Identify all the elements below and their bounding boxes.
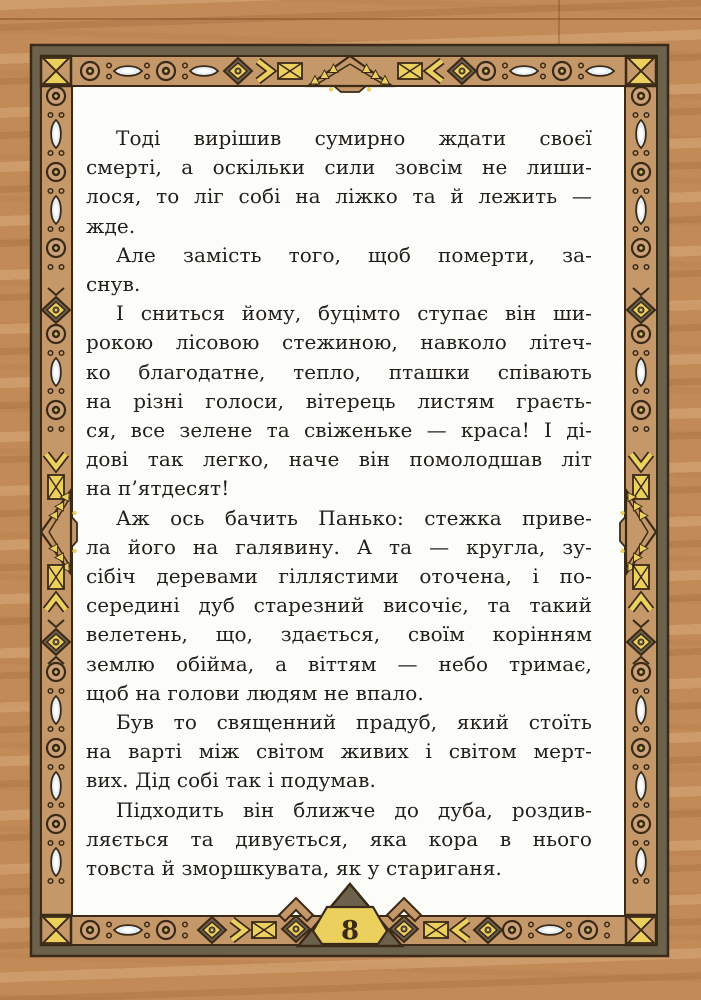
circle-motif [81, 921, 99, 939]
text-line: сібіч деревами гіллястими оточена, і по- [86, 564, 592, 589]
paragraph [86, 796, 592, 884]
circle-motif [632, 401, 650, 419]
page-text [86, 124, 592, 883]
text-line: жде. [86, 213, 136, 238]
text-line: землю обійма, а віттям — небо тримає, [86, 651, 592, 676]
circle-motif [632, 325, 650, 343]
circle-motif [47, 87, 65, 105]
text-line: снув. [86, 272, 141, 297]
paragraph [86, 124, 592, 241]
env-motif [48, 475, 64, 499]
text-line: на різні голоси, вітерець листям граєть- [86, 388, 592, 413]
circle-motif [157, 921, 175, 939]
lens-motif [536, 925, 564, 935]
lens-motif [51, 358, 61, 386]
lens-motif [510, 66, 538, 76]
circle-motif [47, 739, 65, 757]
cornerx-motif [626, 56, 656, 86]
text-line: щоб на голови людям не впало. [86, 680, 424, 705]
lens-motif [586, 66, 614, 76]
text-line: ся, все зелене та свіженьке — краса! І ді- [86, 418, 592, 443]
circle-motif [632, 163, 650, 181]
circle-motif [632, 87, 650, 105]
text-line: середині дуб старезний височіє, та такий [86, 593, 592, 618]
page-number: 8 [340, 916, 360, 946]
paragraph [86, 299, 592, 503]
paragraph [86, 504, 592, 708]
lens-motif [636, 696, 646, 724]
circle-motif [81, 62, 99, 80]
cornerx-motif [41, 915, 71, 945]
text-line: ла його на галявину. А та — кругла, зу- [86, 534, 592, 559]
text-line: велетень, що, здається, своїм корінням [86, 622, 592, 647]
text-line: рокою лісовою стежиною, навколо літеч- [86, 330, 592, 355]
circle-motif [47, 239, 65, 257]
text-line: товста й зморшкувата, як у стариганя. [86, 856, 502, 881]
env-motif [398, 63, 422, 79]
lens-motif [636, 358, 646, 386]
circle-motif [47, 163, 65, 181]
env-motif [633, 565, 649, 589]
text-line: на варті між світом живих і світом мерт- [86, 739, 592, 764]
env-motif [252, 922, 276, 938]
circle-motif [503, 921, 521, 939]
text-line: ляється та дивується, яка кора в нього [86, 826, 592, 851]
text-line: Тоді вирішив сумирно ждати своєї [116, 126, 592, 150]
text-line: Аж ось бачить Панько: стежка приве- [116, 505, 592, 530]
text-line: смерті, а оскільки сили зовсім не лиши- [86, 155, 592, 180]
lens-motif [51, 696, 61, 724]
cornerx-motif [626, 915, 656, 945]
text-line: ко благодатне, тепло, пташки співають [86, 359, 592, 384]
env-motif [278, 63, 302, 79]
circle-motif [47, 815, 65, 833]
lens-motif [190, 66, 218, 76]
circle-motif [632, 739, 650, 757]
cornerx-motif [41, 56, 71, 86]
circle-motif [632, 239, 650, 257]
lens-motif [636, 120, 646, 148]
paragraph [86, 241, 592, 299]
lens-motif [51, 848, 61, 876]
env-motif [633, 475, 649, 499]
text-line: Був то священний прадуб, який стоїть [116, 710, 592, 735]
circle-motif [553, 62, 571, 80]
text-line: Підходить він ближче до дуба, роздив- [116, 797, 592, 822]
circle-motif [47, 663, 65, 681]
text-line: лося, то ліг собі на ліжко та й лежить — [86, 184, 592, 209]
lens-motif [636, 196, 646, 224]
lens-motif [51, 120, 61, 148]
text-line: вих. Дід собі так і подумав. [86, 768, 376, 793]
lens-motif [636, 848, 646, 876]
circle-motif [579, 921, 597, 939]
circle-motif [632, 663, 650, 681]
lens-motif [114, 66, 142, 76]
env-motif [48, 565, 64, 589]
lens-motif [114, 925, 142, 935]
lens-motif [51, 772, 61, 800]
text-line: І сниться йому, буцімто ступає він ши- [116, 301, 592, 326]
text-line: Але замість того, щоб померти, за- [116, 242, 592, 267]
paragraph [86, 708, 592, 796]
circle-motif [47, 325, 65, 343]
circle-motif [157, 62, 175, 80]
env-motif [424, 922, 448, 938]
circle-motif [47, 401, 65, 419]
lens-motif [636, 772, 646, 800]
lens-motif [51, 196, 61, 224]
text-line: на п’ятдесят! [86, 476, 230, 501]
circle-motif [477, 62, 495, 80]
text-line: дові так легко, наче він помолодшав літ [86, 447, 592, 472]
circle-motif [632, 815, 650, 833]
